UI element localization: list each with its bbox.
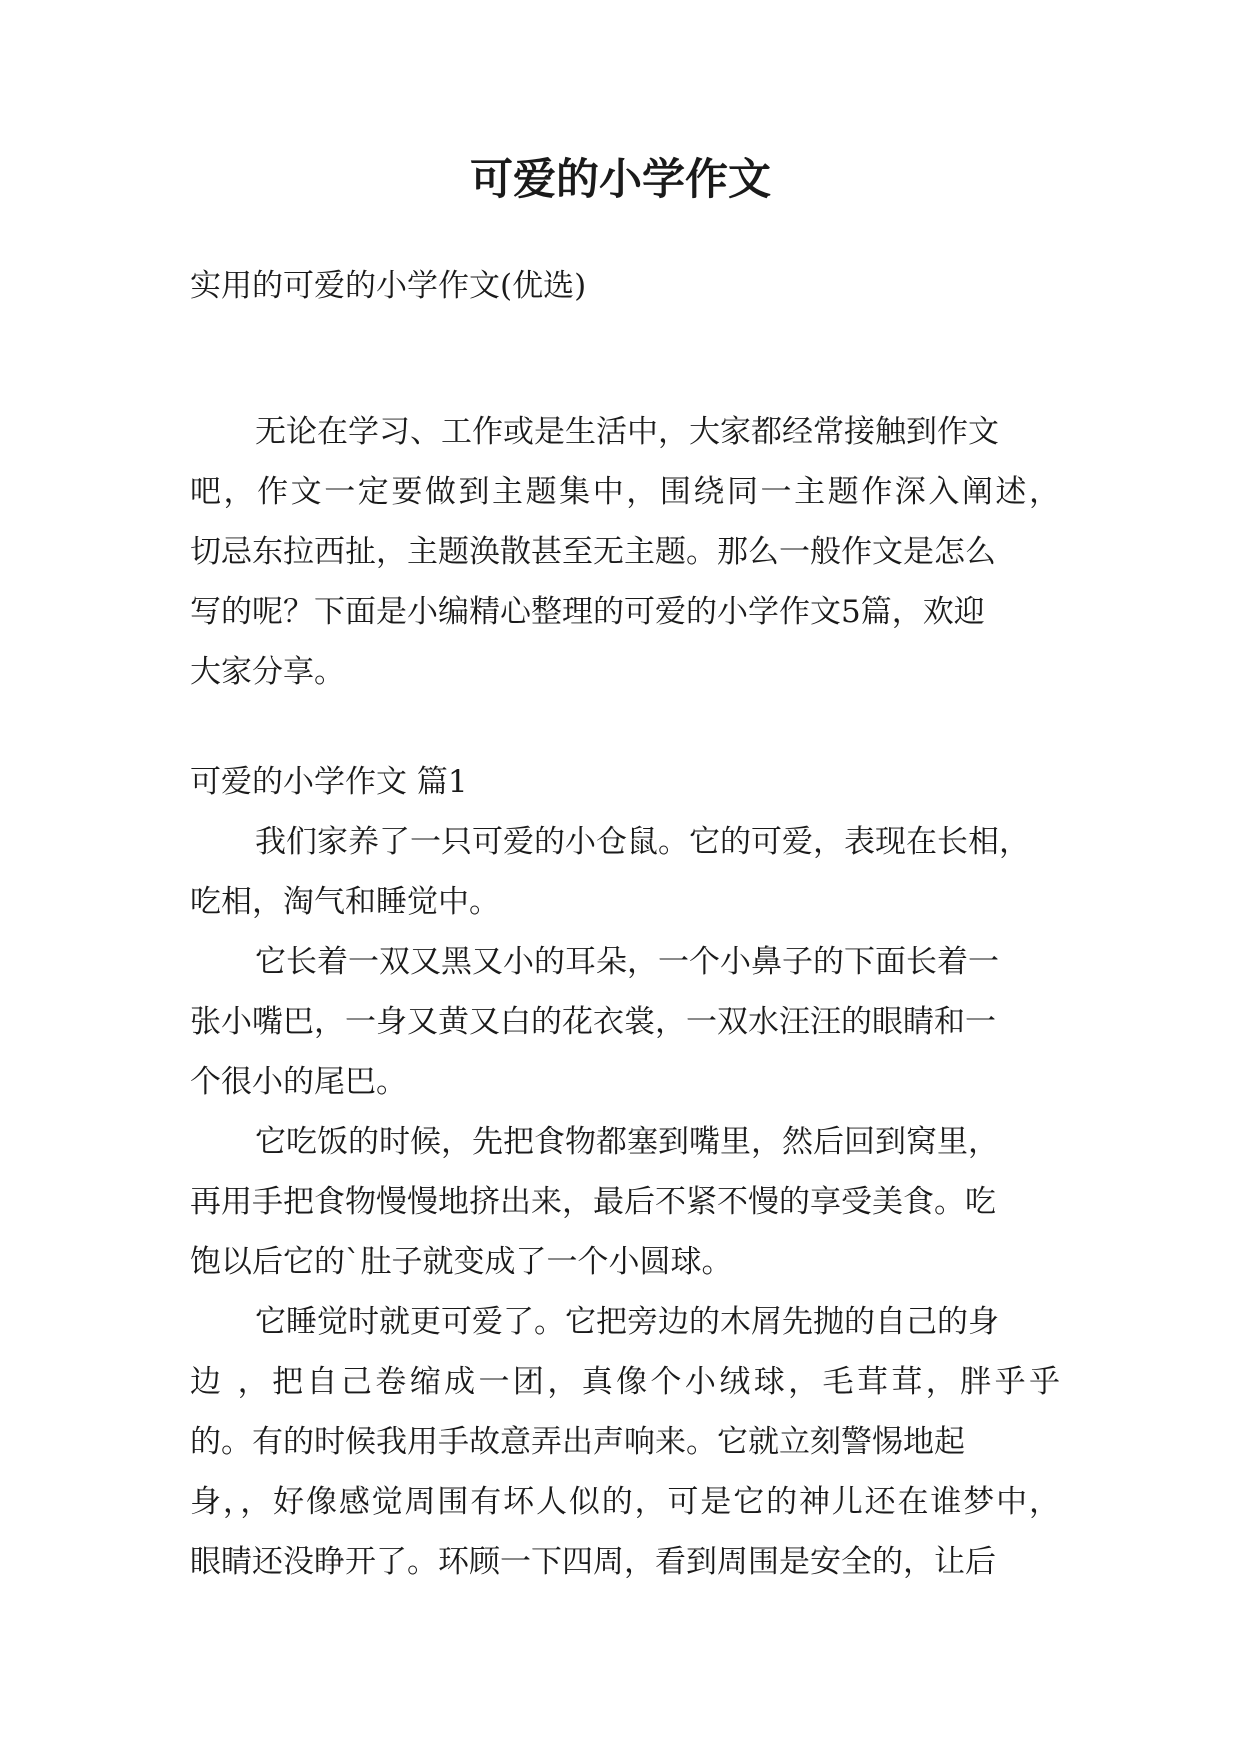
section-heading: 可爱的小学作文 篇1: [190, 764, 468, 800]
body-line: 个很小的尾巴。: [190, 1064, 407, 1100]
body-line: 吃相，淘气和睡觉中。: [190, 884, 500, 920]
body-line: 它睡觉时就更可爱了。它把旁边的木屑先抛的自己的身: [255, 1304, 999, 1340]
body-line: 的。有的时候我用手故意弄出声响来。它就立刻警惕地起: [190, 1424, 965, 1460]
body-line: 饱以后它的`肚子就变成了一个小圆球。: [190, 1244, 733, 1280]
document-title: 可爱的小学作文: [470, 155, 771, 205]
intro-line: 切忌东拉西扯，主题涣散甚至无主题。那么一般作文是怎么: [190, 534, 996, 570]
intro-line: 大家分享。: [190, 654, 345, 690]
document-subtitle: 实用的可爱的小学作文(优选): [190, 268, 587, 304]
body-line: 再用手把食物慢慢地挤出来，最后不紧不慢的享受美食。吃: [190, 1184, 996, 1220]
body-line: 边 ，把自己卷缩成一团，真像个小绒球，毛茸茸，胖乎乎: [190, 1364, 1060, 1400]
body-line: 张小嘴巴，一身又黄又白的花衣裳，一双水汪汪的眼睛和一: [190, 1004, 996, 1040]
body-line: 它吃饭的时候，先把食物都塞到嘴里，然后回到窝里，: [255, 1124, 999, 1160]
body-line: 它长着一双又黑又小的耳朵，一个小鼻子的下面长着一: [255, 944, 999, 980]
intro-line: 吧，作文一定要做到主题集中，围绕同一主题作深入阐述，: [190, 474, 1060, 510]
body-line: 身，，好像感觉周围有坏人似的，可是它的神儿还在谁梦中，: [190, 1484, 1060, 1520]
body-line: 我们家养了一只可爱的小仓鼠。它的可爱，表现在长相，: [255, 824, 1030, 860]
intro-line: 无论在学习、工作或是生活中，大家都经常接触到作文: [255, 414, 999, 450]
body-line: 眼睛还没睁开了。环顾一下四周，看到周围是安全的，让后: [190, 1544, 996, 1580]
intro-line: 写的呢？下面是小编精心整理的可爱的小学作文5篇，欢迎: [190, 594, 985, 630]
